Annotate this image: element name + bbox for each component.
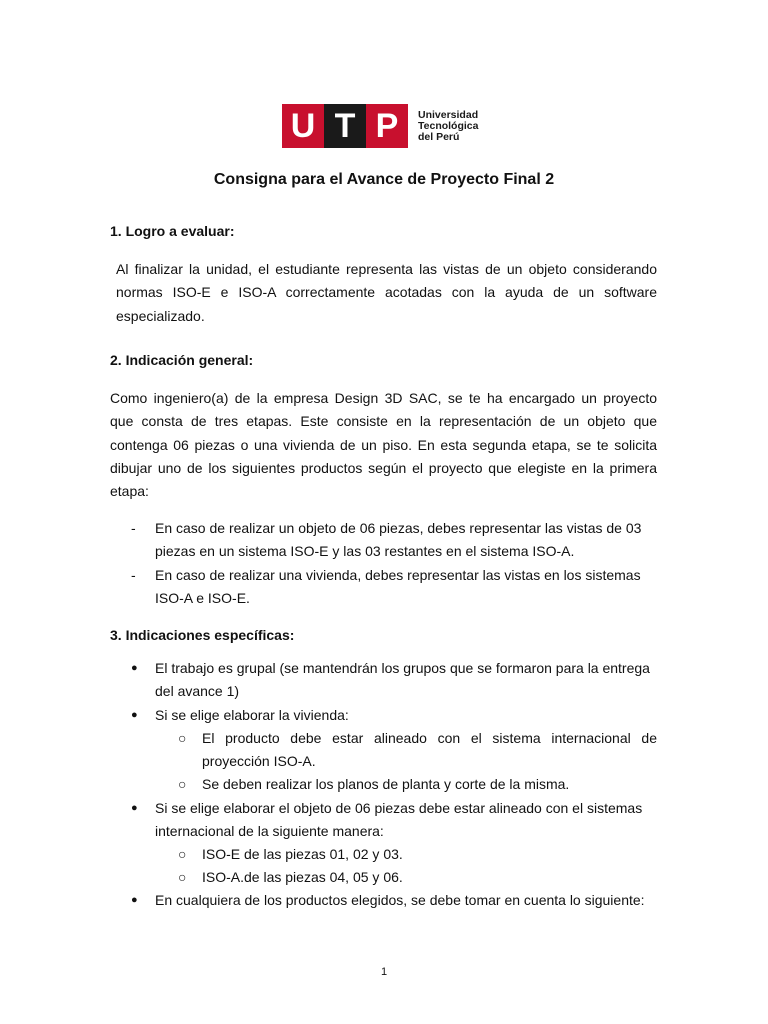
bullet-line: Si se elige elaborar el objeto de 06 piezas debe estar alineado con el sistemas	[155, 800, 643, 816]
paragraph-line: que consta de tres etapas. Este consiste en la representación de un objeto que	[110, 413, 657, 430]
section3-heading: 3. Indicaciones específicas:	[110, 627, 295, 643]
sub-bullet-item	[178, 843, 657, 866]
bullet-line: internacional de la siguiente manera:	[155, 823, 384, 840]
sub-bullet-line: El producto debe estar alineado con el sistema internacional de	[202, 730, 657, 746]
sub-bullet-marker: ○	[178, 730, 187, 746]
logo-text-line: Tecnológica	[418, 119, 479, 132]
bullet-item	[131, 704, 657, 727]
dash-list-item	[131, 564, 657, 611]
list-item-line: ISO-A e ISO-E.	[155, 590, 250, 607]
sub-bullet-marker: ○	[178, 846, 187, 862]
bullet-item	[131, 657, 657, 704]
bullet-line: El trabajo es grupal (se mantendrán los grupos que se formaron para la entrega	[155, 660, 650, 676]
sub-bullet-marker: ○	[178, 869, 187, 885]
section1-heading: 1. Logro a evaluar:	[110, 223, 235, 239]
section1-paragraph	[116, 258, 657, 328]
section2-paragraph	[110, 387, 657, 503]
paragraph-line: contenga 06 piezas o una vivienda de un piso. En esta segunda etapa, se te solicita	[110, 436, 657, 453]
logo-text-line: del Perú	[418, 130, 460, 143]
sub-bullet-item	[178, 727, 657, 774]
paragraph-line: Al finalizar la unidad, el estudiante representa las vistas de un objeto considerando	[116, 261, 657, 277]
logo-letter-t: T	[324, 104, 366, 148]
paragraph-line: especializado.	[116, 307, 205, 324]
paragraph-line: Como ingeniero(a) de la empresa Design 3D SAC, se te ha encargado un proyecto	[110, 390, 657, 406]
bullet-marker: ●	[131, 802, 138, 814]
utp-logo-mark	[282, 104, 408, 148]
sub-bullet-line: ISO-A.de las piezas 04, 05 y 06.	[202, 869, 403, 885]
bullet-marker: ●	[131, 709, 138, 721]
paragraph-line: etapa:	[110, 483, 149, 500]
bullet-line: En cualquiera de los productos elegidos, se debe tomar en cuenta lo siguiente:	[155, 892, 645, 908]
dash-marker: -	[131, 520, 136, 536]
sub-bullet-line: proyección ISO-A.	[202, 753, 316, 770]
logo-letter-p: P	[366, 104, 408, 148]
bullet-line: Si se elige elaborar la vivienda:	[155, 707, 349, 723]
page-number: 1	[380, 966, 388, 978]
sub-bullet-line: ISO-E de las piezas 01, 02 y 03.	[202, 846, 403, 862]
paragraph-line: normas ISO-E e ISO-A correctamente acotadas con la ayuda de un software	[116, 284, 657, 301]
logo-text-line: Universidad	[418, 108, 479, 121]
sub-bullet-item	[178, 773, 657, 796]
list-item-line: En caso de realizar un objeto de 06 piezas, debes representar las vistas de 03	[155, 520, 642, 536]
dash-list-item	[131, 517, 657, 564]
list-item-line: piezas en un sistema ISO-E y las 03 restantes en el sistema ISO-A.	[155, 543, 575, 560]
logo-letter-u: U	[282, 104, 324, 148]
bullet-item	[131, 889, 657, 912]
paragraph-line: dibujar uno de los siguientes productos según el proyecto que elegiste en la primera	[110, 459, 657, 476]
sub-bullet-marker: ○	[178, 776, 187, 792]
dash-marker: -	[131, 567, 136, 583]
sub-bullet-line: Se deben realizar los planos de planta y corte de la misma.	[202, 776, 570, 792]
bullet-marker: ●	[131, 662, 138, 674]
list-item-line: En caso de realizar una vivienda, debes representar las vistas en los sistemas	[155, 567, 641, 583]
sub-bullet-item	[178, 866, 657, 889]
bullet-line: del avance 1)	[155, 683, 240, 700]
bullet-marker: ●	[131, 894, 138, 906]
logo-wordmark	[418, 110, 478, 143]
document-title: Consigna para el Avance de Proyecto Final 2	[213, 171, 555, 188]
bullet-item	[131, 797, 657, 844]
utp-logo	[282, 104, 478, 148]
section2-heading: 2. Indicación general:	[110, 352, 254, 368]
